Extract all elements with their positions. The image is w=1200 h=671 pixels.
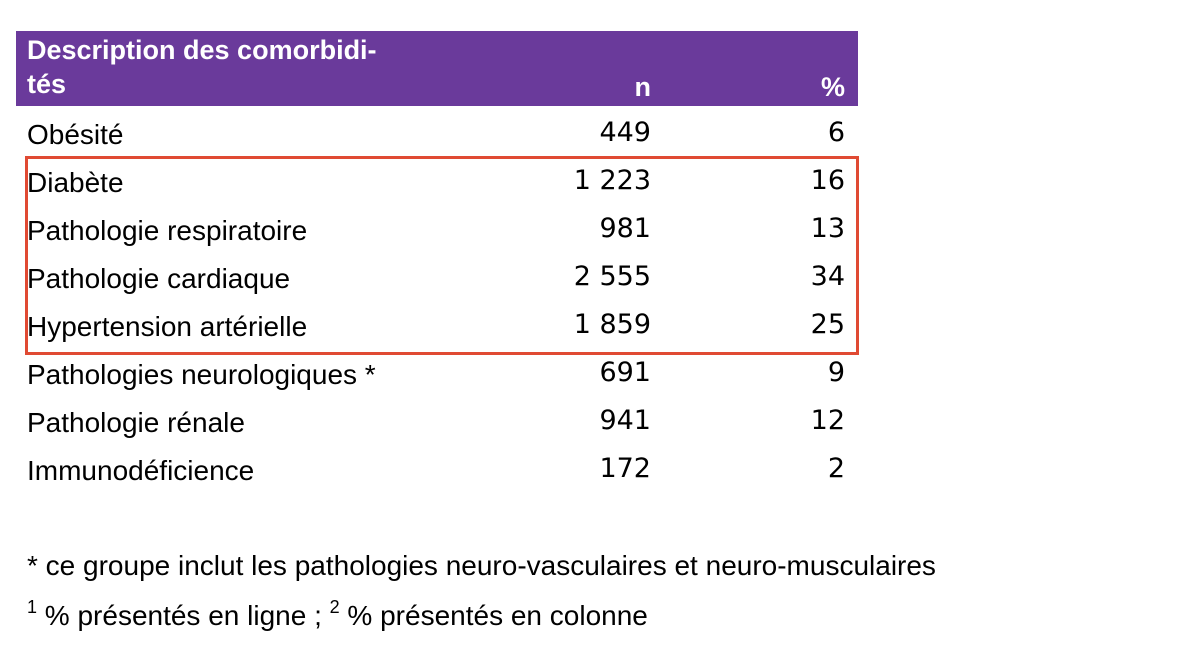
- footnote-text1: % présentés en ligne ;: [37, 600, 330, 631]
- header-title-line1: Description des comorbidi-: [27, 35, 377, 65]
- row-pct: 2: [827, 453, 845, 484]
- row-pct: 9: [827, 357, 845, 388]
- table-header: [16, 31, 858, 106]
- header-col-n: n: [634, 72, 651, 102]
- row-label: Hypertension artérielle: [27, 311, 308, 342]
- row-label: Obésité: [27, 119, 124, 150]
- highlight-box: [25, 156, 859, 355]
- row-pct: 6: [827, 117, 845, 148]
- comorbidities-table: [16, 31, 858, 486]
- row-pct: 13: [810, 213, 845, 244]
- header-title: [27, 33, 377, 101]
- row-label: Diabète: [27, 167, 124, 198]
- row-label: Pathologie respiratoire: [27, 215, 308, 246]
- row-label: Pathologie cardiaque: [27, 263, 291, 294]
- footnote-text2: % présentés en colonne: [339, 600, 648, 631]
- row-label: Pathologies neurologiques *: [27, 359, 376, 390]
- row-n: 691: [599, 357, 651, 388]
- row-n: 1 859: [573, 309, 651, 340]
- table-row: [16, 394, 858, 442]
- row-n: 172: [599, 453, 651, 484]
- row-label: Immunodéficience: [27, 455, 255, 486]
- row-pct: 12: [810, 405, 845, 436]
- table-row: [16, 106, 858, 154]
- header-col-pct: %: [820, 72, 845, 102]
- row-n: 981: [599, 213, 651, 244]
- row-pct: 25: [810, 309, 845, 340]
- footnote-percent: [27, 598, 648, 634]
- footnote-sup2: 2: [329, 597, 340, 617]
- row-pct: 16: [810, 165, 845, 196]
- row-n: 1 223: [573, 165, 651, 196]
- row-pct: 34: [810, 261, 845, 292]
- footnote-star: * ce groupe inclut les pathologies neuro-vasculaires et neuro-musculaires: [27, 550, 936, 581]
- footnote-sup1: 1: [27, 597, 38, 617]
- row-n: 449: [599, 117, 651, 148]
- row-n: 941: [599, 405, 651, 436]
- table-row: [16, 442, 858, 490]
- row-n: 2 555: [573, 261, 651, 292]
- row-label: Pathologie rénale: [27, 407, 245, 438]
- header-title-line2: tés: [27, 69, 67, 99]
